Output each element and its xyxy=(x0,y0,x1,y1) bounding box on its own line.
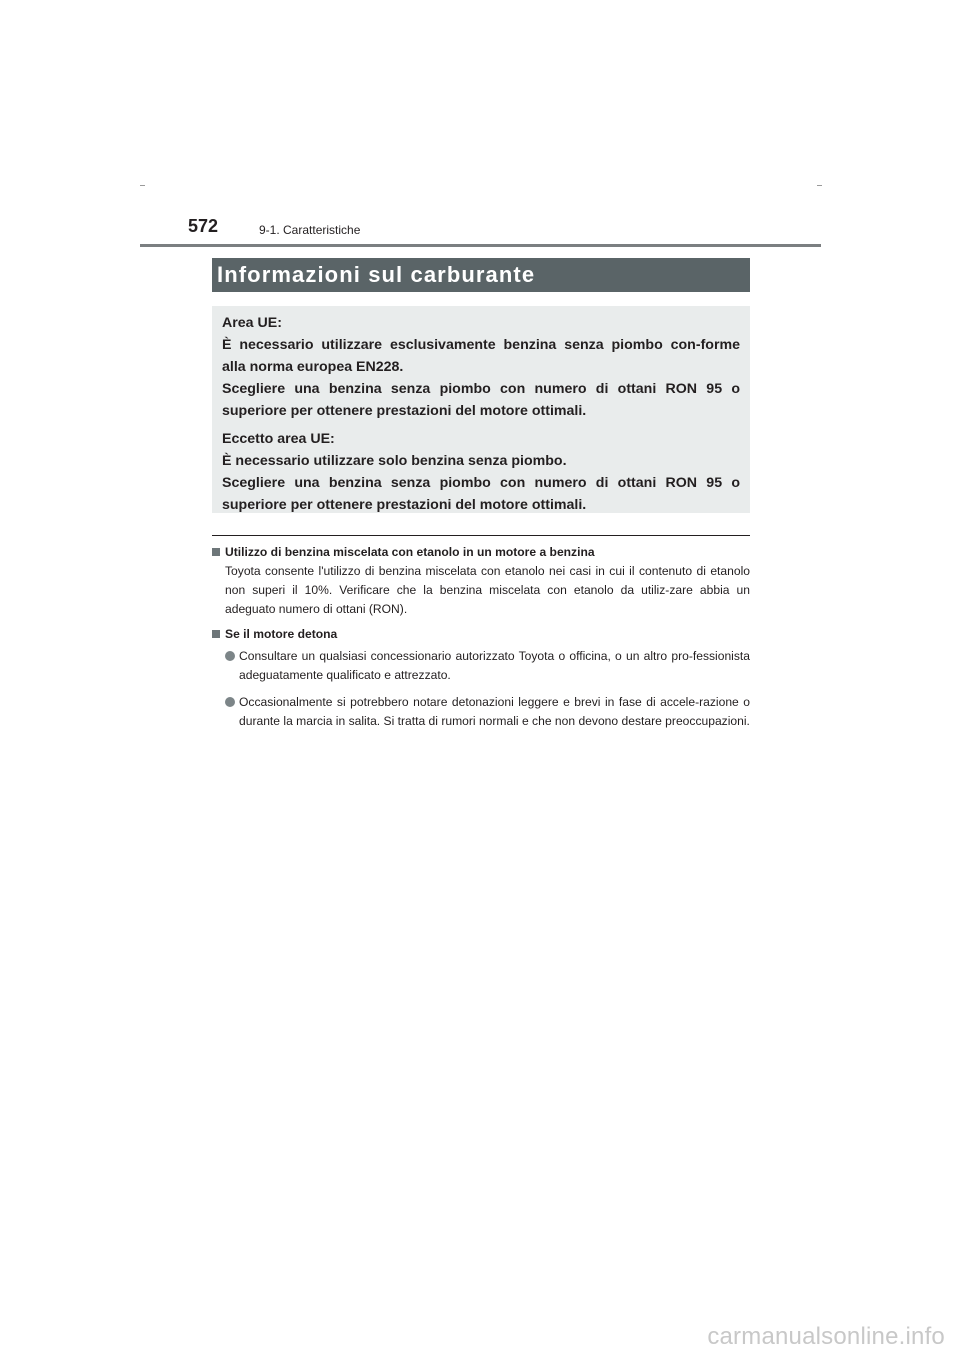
info-group-eu xyxy=(222,312,740,422)
list-item-text: Occasionalmente si potrebbero notare detonazioni leggere e brevi in fase di accele-razione o durante la marcia in salita. Si tratta di rumori normali e che non devono destare preoccupazioni. xyxy=(239,695,750,728)
notes-section xyxy=(212,543,750,731)
info-group-line: Scegliere una benzina senza piombo con numero di ottani RON 95 o superiore per ottenere prestazioni del motore ottimali. xyxy=(222,381,740,419)
section-label: 9-1. Caratteristiche xyxy=(259,223,361,237)
circle-bullet-icon xyxy=(225,651,235,661)
header-rule xyxy=(140,244,821,247)
section-divider xyxy=(212,535,750,536)
title-bar xyxy=(212,258,750,292)
note-knocking xyxy=(212,625,750,731)
note-heading xyxy=(212,625,750,644)
circle-bullet-icon xyxy=(225,697,235,707)
info-group-heading: Eccetto area UE: xyxy=(222,431,335,447)
page-title: Informazioni sul carburante xyxy=(217,262,536,287)
crop-mark-right xyxy=(817,185,822,186)
info-group-heading: Area UE: xyxy=(222,315,282,331)
note-heading-text: Se il motore detona xyxy=(225,627,338,641)
page-number: 572 xyxy=(188,216,219,236)
info-group-line: Scegliere una benzina senza piombo con numero di ottani RON 95 o superiore per ottenere prestazioni del motore ottimali. xyxy=(222,475,740,513)
note-ethanol xyxy=(212,543,750,619)
list-item xyxy=(225,647,750,685)
note-heading xyxy=(212,543,750,562)
square-bullet-icon xyxy=(212,548,220,556)
info-group-line: È necessario utilizzare solo benzina senza piombo. xyxy=(222,453,567,469)
info-group-line: È necessario utilizzare esclusivamente benzina senza piombo con-forme alla norma europea EN228. xyxy=(222,337,740,375)
note-body: Toyota consente l'utilizzo di benzina miscelata con etanolo nei casi in cui il contenuto di etanolo non superi il 10%. Verificare che la benzina miscelata con etanolo da utiliz-zare abbia un adeguato numero di ottani (RON). xyxy=(225,564,750,616)
watermark: carmanualsonline.info xyxy=(707,1323,945,1350)
fuel-info-box xyxy=(212,306,750,513)
crop-mark-left xyxy=(140,185,145,186)
info-group-non-eu xyxy=(222,428,740,516)
page-header xyxy=(188,214,788,244)
square-bullet-icon xyxy=(212,630,220,638)
list-item xyxy=(225,693,750,731)
list-item-text: Consultare un qualsiasi concessionario autorizzato Toyota o officina, o un altro pro-fessionista adeguatamente qualificato e attrezzato. xyxy=(239,649,750,682)
note-heading-text: Utilizzo di benzina miscelata con etanolo in un motore a benzina xyxy=(225,545,595,559)
